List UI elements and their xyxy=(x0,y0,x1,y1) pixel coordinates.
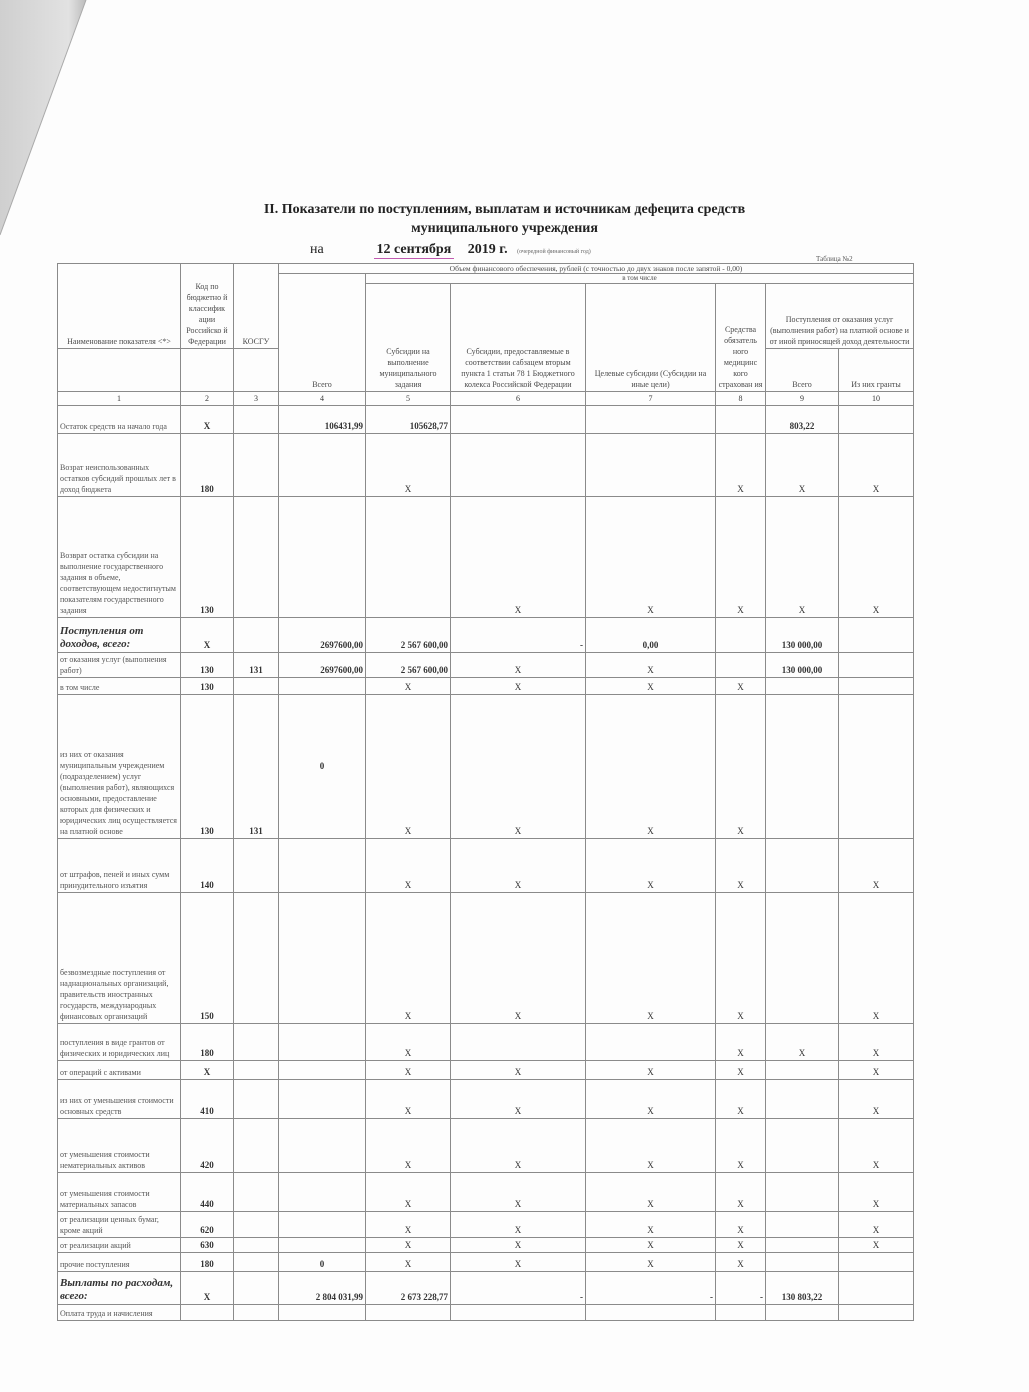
column-number: 10 xyxy=(839,392,914,406)
cell-col-8: X xyxy=(716,1119,766,1173)
cell-col-8: X xyxy=(716,893,766,1024)
cell-col-9: X xyxy=(766,497,839,618)
cell-col-6: - xyxy=(451,618,586,653)
cell-col-10: X xyxy=(839,1061,914,1080)
header-paid-services: Поступления от оказания услуг (выполнения работ) на платной основе и от иной приносящей доход деятельности xyxy=(766,284,914,349)
cell-col-10: X xyxy=(839,1173,914,1212)
cell-col-7: X xyxy=(586,1119,716,1173)
header-financing-volume: Объем финансового обеспечения, рублей (с точностью до двух знаков после запятой - 0,00) xyxy=(279,264,914,274)
document-title: II. Показатели по поступлениям, выплатам и источникам дефецита средств xyxy=(263,202,746,217)
cell-col-10 xyxy=(839,695,914,839)
cell-col-8: X xyxy=(716,497,766,618)
cell-col-9 xyxy=(766,1238,839,1253)
cell-col-10: X xyxy=(839,1119,914,1173)
cell-col-4 xyxy=(279,1212,366,1238)
row-kosgu xyxy=(234,1305,279,1321)
cell-col-10 xyxy=(839,1305,914,1321)
table-row xyxy=(58,893,914,1024)
row-indicator-name: от уменьшения стоимости нематериальных активов xyxy=(58,1119,181,1173)
cell-col-5: X xyxy=(366,1173,451,1212)
cell-col-4 xyxy=(279,1305,366,1321)
header-subsidy-article-78: Субсидии, предоставляемые в соответствии сабзацем вторым пункта 1 статьи 78 1 Бюджетного колекса Российской Федерации xyxy=(451,284,586,392)
row-kosgu xyxy=(234,406,279,434)
column-number: 2 xyxy=(181,392,234,406)
cell-col-9: 130 000,00 xyxy=(766,653,839,678)
cell-col-10 xyxy=(839,406,914,434)
row-kosgu xyxy=(234,1253,279,1272)
cell-col-7: X xyxy=(586,695,716,839)
cell-col-5: X xyxy=(366,695,451,839)
cell-col-6: - xyxy=(451,1272,586,1305)
cell-col-8: X xyxy=(716,1238,766,1253)
cell-col-10: X xyxy=(839,1024,914,1061)
table-row xyxy=(58,1173,914,1212)
cell-col-4: 106431,99 xyxy=(279,406,366,434)
cell-col-10 xyxy=(839,1253,914,1272)
cell-col-9 xyxy=(766,695,839,839)
row-indicator-name: Возврат остатка субсидии на выполнение государственного задания в объеме, соответствующем недостигнутым показателям государственного задания xyxy=(58,497,181,618)
row-kosgu xyxy=(234,1119,279,1173)
row-kosgu xyxy=(234,434,279,497)
row-indicator-name: Поступления от доходов, всего: xyxy=(58,618,181,653)
cell-col-7: X xyxy=(586,839,716,893)
cell-col-5: X xyxy=(366,1119,451,1173)
row-kosgu xyxy=(234,839,279,893)
document-subtitle: муниципального учреждения xyxy=(411,221,598,236)
column-number: 1 xyxy=(58,392,181,406)
cell-col-5: X xyxy=(366,1212,451,1238)
row-budget-code: X xyxy=(181,1061,234,1080)
header-total: Всего xyxy=(279,274,366,392)
cell-col-5: X xyxy=(366,678,451,695)
row-kosgu xyxy=(234,1173,279,1212)
row-kosgu xyxy=(234,618,279,653)
cell-col-4: 2697600,00 xyxy=(279,618,366,653)
cell-col-6: X xyxy=(451,1061,586,1080)
cell-col-8: X xyxy=(716,695,766,839)
row-kosgu xyxy=(234,1061,279,1080)
cell-col-5 xyxy=(366,497,451,618)
row-indicator-name: Выплаты по расходам, всего: xyxy=(58,1272,181,1305)
cell-col-7: X xyxy=(586,1253,716,1272)
table-row xyxy=(58,497,914,618)
table-row xyxy=(58,839,914,893)
report-year: 2019 г. xyxy=(467,242,508,257)
cell-col-4: 0 xyxy=(279,1253,366,1272)
cell-col-9: X xyxy=(766,1024,839,1061)
cell-col-10: X xyxy=(839,839,914,893)
cell-col-8 xyxy=(716,1305,766,1321)
cell-col-7: X xyxy=(586,1173,716,1212)
cell-col-7 xyxy=(586,434,716,497)
header-grants: Из них гранты xyxy=(839,349,914,392)
table-row xyxy=(58,678,914,695)
row-budget-code: X xyxy=(181,406,234,434)
row-budget-code: 130 xyxy=(181,653,234,678)
row-indicator-name: Оплата труда и начисления xyxy=(58,1305,181,1321)
cell-col-6: X xyxy=(451,893,586,1024)
cell-col-5: 105628,77 xyxy=(366,406,451,434)
column-number: 6 xyxy=(451,392,586,406)
cell-col-7: 0,00 xyxy=(586,618,716,653)
cell-col-6: X xyxy=(451,678,586,695)
cell-col-10: X xyxy=(839,1080,914,1119)
cell-col-7: - xyxy=(586,1272,716,1305)
cell-col-5: X xyxy=(366,1061,451,1080)
cell-col-9 xyxy=(766,1173,839,1212)
cell-col-5: X xyxy=(366,1238,451,1253)
header-indicator-name: Наименование показателя <*> xyxy=(58,264,181,349)
row-indicator-name: Остаток средств на начало года xyxy=(58,406,181,434)
cell-col-9 xyxy=(766,1253,839,1272)
table-row xyxy=(58,618,914,653)
cell-col-10: X xyxy=(839,434,914,497)
row-budget-code: 180 xyxy=(181,1253,234,1272)
cell-col-5: 2 567 600,00 xyxy=(366,618,451,653)
cell-col-7: X xyxy=(586,1212,716,1238)
cell-col-5: X xyxy=(366,434,451,497)
report-date: 12 сентября xyxy=(374,242,455,259)
cell-col-4 xyxy=(279,1024,366,1061)
header-target-subsidies: Целевые субсидии (Субсидии на иные цели) xyxy=(586,284,716,392)
cell-col-8: - xyxy=(716,1272,766,1305)
cell-col-10: X xyxy=(839,1212,914,1238)
row-indicator-name: от реализации ценных бумаг, кроме акций xyxy=(58,1212,181,1238)
cell-col-6 xyxy=(451,406,586,434)
row-budget-code: 130 xyxy=(181,678,234,695)
row-budget-code: 420 xyxy=(181,1119,234,1173)
row-indicator-name: от уменьшения стоимости материальных запасов xyxy=(58,1173,181,1212)
header-subsidy-municipal-task: Субсидии на выполнение муниципального задания xyxy=(366,284,451,392)
table-row xyxy=(58,653,914,678)
table-row xyxy=(58,1119,914,1173)
row-kosgu: 131 xyxy=(234,653,279,678)
cell-col-9 xyxy=(766,1212,839,1238)
cell-col-10 xyxy=(839,678,914,695)
financial-indicators-table xyxy=(57,263,914,1321)
row-budget-code: X xyxy=(181,1272,234,1305)
column-number: 7 xyxy=(586,392,716,406)
row-budget-code: 140 xyxy=(181,839,234,893)
cell-col-6 xyxy=(451,1024,586,1061)
cell-col-5: X xyxy=(366,1080,451,1119)
cell-col-4: 2 804 031,99 xyxy=(279,1272,366,1305)
cell-col-4 xyxy=(279,1238,366,1253)
cell-col-10 xyxy=(839,1272,914,1305)
cell-col-5: X xyxy=(366,893,451,1024)
cell-col-8: X xyxy=(716,1212,766,1238)
cell-col-8: X xyxy=(716,434,766,497)
cell-col-9 xyxy=(766,1080,839,1119)
header-kosgu: КОСГУ xyxy=(234,264,279,349)
cell-col-10 xyxy=(839,618,914,653)
cell-col-5: 2 673 228,77 xyxy=(366,1272,451,1305)
table-row xyxy=(58,1253,914,1272)
table-row xyxy=(58,1212,914,1238)
cell-col-9: 130 803,22 xyxy=(766,1272,839,1305)
row-budget-code xyxy=(181,1305,234,1321)
cell-col-5: X xyxy=(366,1253,451,1272)
cell-col-6: X xyxy=(451,1080,586,1119)
year-note: (очередной финансовый год) xyxy=(517,249,591,255)
row-indicator-name: от оказания услуг (выполнения работ) xyxy=(58,653,181,678)
cell-col-5: X xyxy=(366,1024,451,1061)
cell-col-6: X xyxy=(451,1212,586,1238)
row-kosgu: 131 xyxy=(234,695,279,839)
cell-col-7: X xyxy=(586,678,716,695)
cell-col-8 xyxy=(716,406,766,434)
cell-col-9 xyxy=(766,1061,839,1080)
table-row xyxy=(58,1024,914,1061)
row-indicator-name: от реализации акций xyxy=(58,1238,181,1253)
cell-col-8: X xyxy=(716,1061,766,1080)
cell-col-7: X xyxy=(586,1238,716,1253)
row-indicator-name: безвозмездные поступления от наднациональных организаций, правительств иностранных государств, международных финансовых организаций xyxy=(58,893,181,1024)
cell-col-6: X xyxy=(451,695,586,839)
cell-col-10: X xyxy=(839,893,914,1024)
cell-col-4 xyxy=(279,1173,366,1212)
cell-col-9 xyxy=(766,839,839,893)
table-row xyxy=(58,406,914,434)
row-indicator-name: от штрафов, пеней и иных сумм принудительного изъятия xyxy=(58,839,181,893)
cell-col-6: X xyxy=(451,1253,586,1272)
cell-col-9 xyxy=(766,678,839,695)
column-number: 9 xyxy=(766,392,839,406)
cell-col-6: X xyxy=(451,1173,586,1212)
row-kosgu xyxy=(234,1212,279,1238)
row-budget-code: 180 xyxy=(181,1024,234,1061)
row-indicator-name: в том числе xyxy=(58,678,181,695)
header-including: в том числе xyxy=(366,274,914,284)
row-indicator-name: поступления в виде грантов от физических и юридических лиц xyxy=(58,1024,181,1061)
row-kosgu xyxy=(234,1024,279,1061)
cell-col-7 xyxy=(586,1024,716,1061)
cell-col-5 xyxy=(366,1305,451,1321)
row-indicator-name: Возрат неиспользованных остатков субсидий прошлых лет в доход бюджета xyxy=(58,434,181,497)
cell-col-9: X xyxy=(766,434,839,497)
row-kosgu xyxy=(234,1238,279,1253)
cell-col-10: X xyxy=(839,1238,914,1253)
cell-col-6: X xyxy=(451,653,586,678)
row-budget-code: 630 xyxy=(181,1238,234,1253)
cell-col-5: 2 567 600,00 xyxy=(366,653,451,678)
row-indicator-name: из них от оказания муниципальным учреждением (подразделением) услуг (выполнения работ), являющихся основными, предоставление которых для физических и юридических лиц осуществляется на платной основе xyxy=(58,695,181,839)
cell-col-6 xyxy=(451,434,586,497)
table-number: Таблица №2 xyxy=(816,255,853,263)
row-budget-code: 620 xyxy=(181,1212,234,1238)
cell-col-7: X xyxy=(586,1061,716,1080)
row-kosgu xyxy=(234,1080,279,1119)
cell-col-9 xyxy=(766,1305,839,1321)
cell-col-9: 803,22 xyxy=(766,406,839,434)
row-indicator-name: прочие поступления xyxy=(58,1253,181,1272)
cell-col-8 xyxy=(716,618,766,653)
column-number: 3 xyxy=(234,392,279,406)
cell-col-7 xyxy=(586,1305,716,1321)
row-budget-code: 180 xyxy=(181,434,234,497)
cell-col-4 xyxy=(279,839,366,893)
cell-col-8: X xyxy=(716,1024,766,1061)
table-row xyxy=(58,1061,914,1080)
date-line xyxy=(310,242,591,259)
row-budget-code: 410 xyxy=(181,1080,234,1119)
row-budget-code: 130 xyxy=(181,497,234,618)
cell-col-8: X xyxy=(716,678,766,695)
cell-col-9: 130 000,00 xyxy=(766,618,839,653)
cell-col-4 xyxy=(279,434,366,497)
header-paid-total: Всего xyxy=(766,349,839,392)
cell-col-4 xyxy=(279,1119,366,1173)
header-budget-code: Код по бюджетно й классифик ации Российско й Федерации xyxy=(181,264,234,349)
column-number: 4 xyxy=(279,392,366,406)
table-row xyxy=(58,434,914,497)
table-row xyxy=(58,1080,914,1119)
cell-col-7: X xyxy=(586,653,716,678)
cell-col-5: X xyxy=(366,839,451,893)
row-kosgu xyxy=(234,678,279,695)
row-kosgu xyxy=(234,497,279,618)
column-number: 5 xyxy=(366,392,451,406)
cell-col-4: 0 xyxy=(279,695,366,839)
table-row xyxy=(58,1238,914,1253)
cell-col-4 xyxy=(279,893,366,1024)
cell-col-4 xyxy=(279,678,366,695)
cell-col-6: X xyxy=(451,839,586,893)
cell-col-7: X xyxy=(586,893,716,1024)
table-row xyxy=(58,1305,914,1321)
cell-col-8: X xyxy=(716,839,766,893)
cell-col-8: X xyxy=(716,1173,766,1212)
cell-col-8: X xyxy=(716,1253,766,1272)
cell-col-7 xyxy=(586,406,716,434)
cell-col-9 xyxy=(766,893,839,1024)
date-prefix: на xyxy=(310,242,324,257)
cell-col-7: X xyxy=(586,1080,716,1119)
row-budget-code: 150 xyxy=(181,893,234,1024)
row-budget-code: X xyxy=(181,618,234,653)
cell-col-4: 2697600,00 xyxy=(279,653,366,678)
row-kosgu xyxy=(234,1272,279,1305)
cell-col-4 xyxy=(279,497,366,618)
cell-col-6 xyxy=(451,1305,586,1321)
cell-col-8 xyxy=(716,653,766,678)
table-row xyxy=(58,1272,914,1305)
header-medical-insurance: Средства обязатель ного медицинс кого страхован ия xyxy=(716,284,766,392)
column-number: 8 xyxy=(716,392,766,406)
row-indicator-name: из них от уменьшения стоимости основных средств xyxy=(58,1080,181,1119)
cell-col-9 xyxy=(766,1119,839,1173)
row-indicator-name: от операций с активами xyxy=(58,1061,181,1080)
row-budget-code: 130 xyxy=(181,695,234,839)
cell-col-4 xyxy=(279,1061,366,1080)
cell-col-6: X xyxy=(451,1119,586,1173)
cell-col-7: X xyxy=(586,497,716,618)
cell-col-6: X xyxy=(451,1238,586,1253)
cell-col-10 xyxy=(839,653,914,678)
cell-col-6: X xyxy=(451,497,586,618)
cell-col-10: X xyxy=(839,497,914,618)
table-row xyxy=(58,695,914,839)
row-kosgu xyxy=(234,893,279,1024)
row-budget-code: 440 xyxy=(181,1173,234,1212)
cell-col-4 xyxy=(279,1080,366,1119)
cell-col-8: X xyxy=(716,1080,766,1119)
